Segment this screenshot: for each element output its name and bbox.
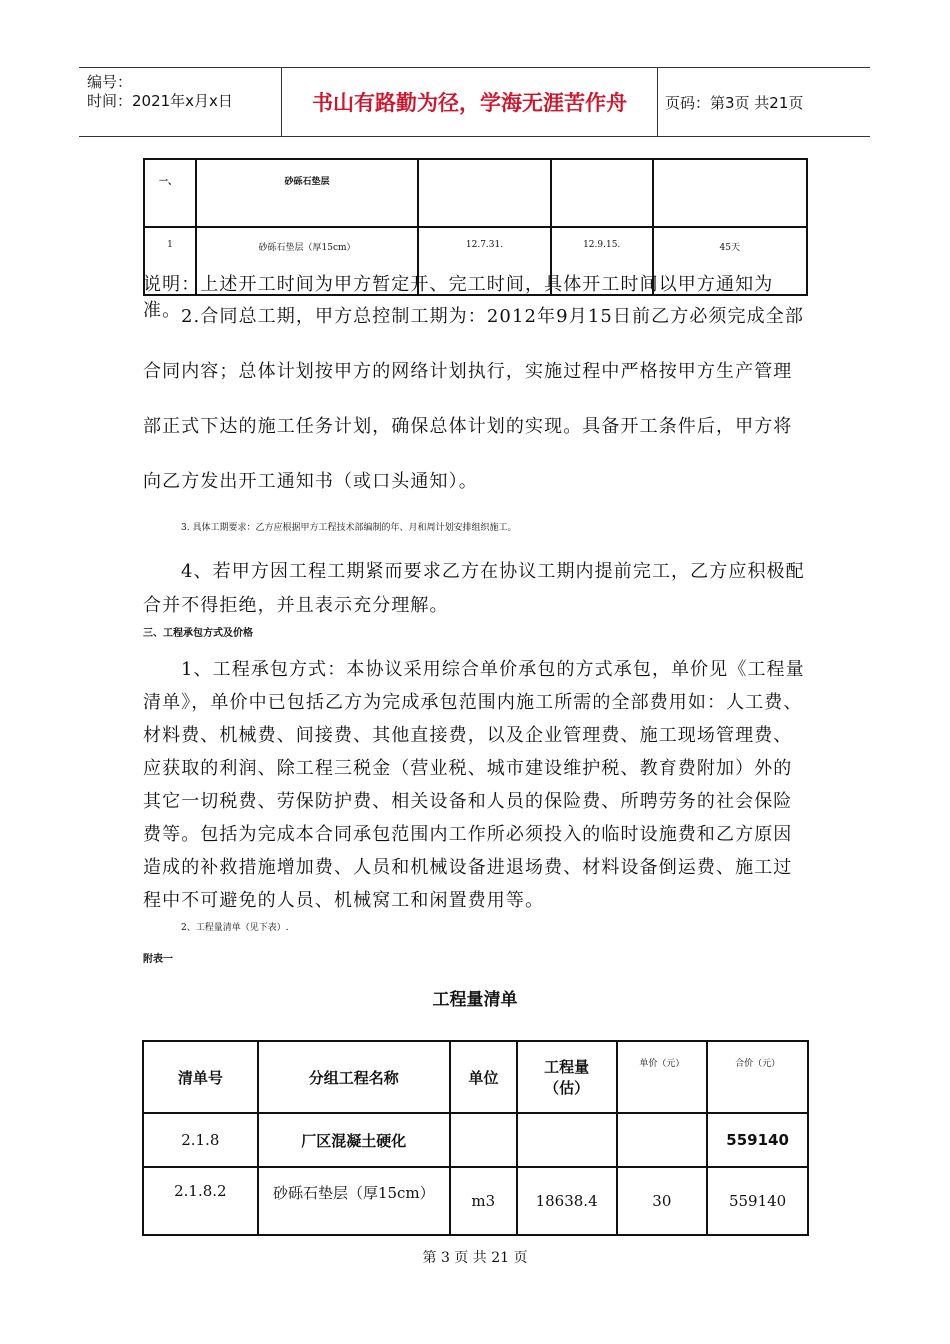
column-header: 分组工程名称 [258, 1041, 450, 1113]
table-cell [418, 159, 551, 227]
document-date: 时间：2021年x月x日 [87, 92, 233, 110]
table-cell [551, 159, 653, 227]
note-paragraph: 说明：上述开工时间为甲方暂定开、完工时间，具体开工时间以甲方通知为准。 [143, 274, 774, 321]
paragraph-line: 费等。包括为完成本合同承包范围内工作所必须投入的临时设施费和乙方原因 [143, 824, 793, 845]
paragraph-line: 其它一切税费、劳保防护费、相关设备和人员的保险费、所聘劳务的社会保险 [143, 791, 793, 812]
paragraph-line: 合并不得拒绝，并且表示充分理解。 [143, 595, 449, 616]
table-cell [517, 1113, 617, 1167]
paragraph-small: 2、工程量清单（见下表）. [181, 923, 289, 933]
paragraph-line: 1、工程承包方式：本协议采用综合单价承包的方式承包，单价见《工程量 [181, 659, 805, 680]
page-header [79, 67, 870, 137]
column-header: 合价（元） [707, 1041, 808, 1113]
column-header: 清单号 [143, 1041, 258, 1113]
paragraph-line: 部正式下达的施工任务计划，确保总体计划的实现。具备开工条件后，甲方将 [143, 416, 793, 437]
table-cell [653, 159, 807, 227]
column-header [517, 1041, 617, 1113]
column-header: 单价（元） [617, 1041, 708, 1113]
column-header: 单位 [450, 1041, 517, 1113]
table-cell: 12.7.31. [418, 227, 551, 295]
table-row [143, 1113, 808, 1167]
table-row [143, 1167, 808, 1235]
table-cell [450, 1113, 517, 1167]
table-cell: 2.1.8.2 [143, 1167, 258, 1235]
table-cell: 18638.4 [517, 1167, 617, 1235]
paragraph-line: 向乙方发出开工通知书（或口头通知）。 [143, 471, 478, 492]
paragraph-line: 4、若甲方因工程工期紧而要求乙方在协议工期内提前完工，乙方应积极配 [181, 561, 805, 582]
table-cell: m3 [450, 1167, 517, 1235]
paragraph-small: 3. 具体工期要求：乙方应根据甲方工程技术部编制的年、月和周计划安排组织施工。 [181, 523, 517, 533]
table-cell: 砂砾石垫层（厚15cm） [196, 227, 418, 295]
header-motto: 书山有路勤为径，学海无涯苦作舟 [282, 68, 658, 136]
header-meta [79, 68, 282, 136]
table-cell: 30 [617, 1167, 708, 1235]
paragraph-line: 造成的补救措施增加费、人员和机械设备进退场费、材料设备倒运费、施工过 [143, 857, 793, 878]
table-cell: 砂砾石垫层 [196, 159, 418, 227]
table-row [144, 159, 807, 227]
paragraph-line: 材料费、机械费、间接费、其他直接费，以及企业管理费、施工现场管理费、 [143, 725, 793, 746]
table-header-row [143, 1041, 808, 1113]
table-cell: 2.1.8 [143, 1113, 258, 1167]
table-cell: 砂砾石垫层（厚15cm） [258, 1167, 450, 1235]
table-cell: 559140 [707, 1167, 808, 1235]
header-page-number: 页码：第3页 共21页 [665, 93, 804, 112]
paragraph-line: 合同内容；总体计划按甲方的网络计划执行，实施过程中严格按甲方生产管理 [143, 361, 793, 382]
column-header-line: （估） [544, 1079, 590, 1097]
paragraph-line: 程中不可避免的人员、机械窝工和闲置费用等。 [143, 890, 545, 911]
table-cell [617, 1113, 708, 1167]
table-cell: 12.9.15. [551, 227, 653, 295]
boq-table [142, 1040, 809, 1236]
section-heading: 三、工程承包方式及价格 [143, 628, 253, 639]
table-cell: 559140 [707, 1113, 808, 1167]
boq-title: 工程量清单 [432, 990, 518, 1010]
document-number: 编号： [87, 73, 133, 91]
table-cell: 1 [144, 227, 196, 295]
page-footer: 第 3 页 共 21 页 [422, 1250, 528, 1266]
paragraph-line: 清单》，单价中已包括乙方为完成承包范围内施工所需的全部费用如：人工费、 [143, 692, 803, 713]
appendix-label: 附表一 [143, 954, 173, 965]
column-header-line: 工程量 [544, 1058, 590, 1076]
table-cell: 厂区混凝土硬化 [258, 1113, 450, 1167]
table-cell: 一、 [144, 159, 196, 227]
paragraph-line: 应获取的利润、除工程三税金（营业税、城市建设维护税、教育费附加）外的 [143, 758, 793, 779]
table-cell: 45天 [653, 227, 807, 295]
paragraph-line: 2.合同总工期，甲方总控制工期为：2012年9月15日前乙方必须完成全部 [181, 306, 804, 327]
